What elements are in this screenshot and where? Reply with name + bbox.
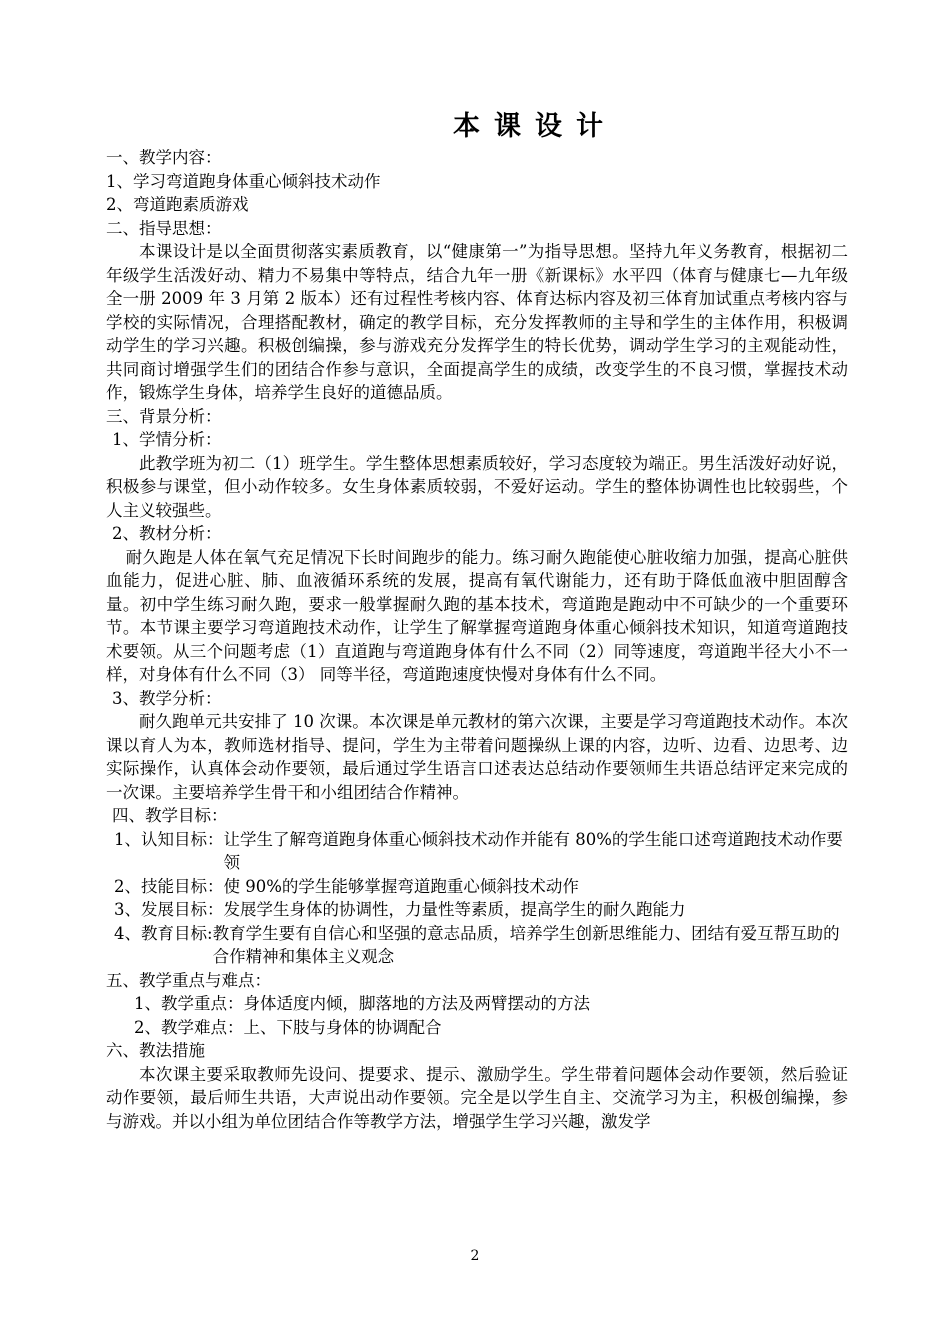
section-heading-key-points: 五、教学重点与难点： [106,970,271,990]
list-item: 1、学习弯道跑身体重心倾斜技术动作 [106,171,381,191]
document-body [106,146,848,1133]
section-heading-methods: 六、教法措施 [106,1041,205,1060]
section-heading-guiding-thought: 二、指导思想： [106,218,222,238]
paragraph-guiding-thought: 本课设计是以全面贯彻落实素质教育，以“健康第一”为指导思想。坚持九年义务教育，根据初二年级学生活泼好动、精力不易集中等特点，结合九年一册《新课标》水平四（体育与健康七—九年级 全一册 2009 年 3 月第 2 版本）还有过程性考核内容、体育达标内容及初三体育加试重点考核内容与学校的实际情况，合理搭配教材，确定的教学目标，充分发挥教师的主导和学生的主体作用，积极调动学生的学习兴趣。积极创编操，参与游戏充分发挥学生的特长优势，调动学生学习的主观能动性，共同商讨增强学生们的团结合作参与意识，全面提高学生的成绩，改变学生的不良习惯，掌握技术动作，锻炼学生身体，培养学生良好的道德品质。 [106,242,848,402]
section-heading-content: 一、教学内容： [106,148,222,167]
goal-text: 使 90%的学生能够掌握弯道跑重心倾斜技术动作 [223,876,579,896]
goal-label: 1、认知目标： [114,829,224,849]
goal-item [106,828,848,875]
goal-text: 发展学生身体的协调性，力量性等素质，提高学生的耐久跑能力 [223,900,686,919]
list-item: 2、教学难点：上、下肢与身体的协调配合 [134,1017,442,1037]
paragraph-teaching-analysis: 耐久跑单元共安排了 10 次课。本次课是单元教材的第六次课，主要是学习弯道跑技术动作。本次课以育人为本，教师选材指导、提问，学生为主带着问题操纵上课的内容，边听、边看、边思考、边实际操作，认真体会动作要领，最后通过学生语言口述表达总结动作要领师生共语总结评定来完成的一次课。主要培养学生骨干和小组团结合作精神。 [106,712,848,802]
paragraph-student-analysis: 此教学班为初二（1）班学生。学生整体思想素质较好，学习态度较为端正。男生活泼好动好说，积极参与课堂，但小动作较多。女生身体素质较弱，不爱好运动。学生的整体协调性也比较弱些，个人主义较强些。 [106,453,848,520]
goal-text: 让学生了解弯道跑身体重心倾斜技术动作并能有 80%的学生能口述弯道跑技术动作要领 [223,829,843,872]
goal-item [106,875,848,899]
goal-label: 3、发展目标： [114,900,224,919]
goal-item [106,922,848,969]
list-item: 2、弯道跑素质游戏 [106,195,249,214]
goal-item [106,898,848,922]
subheading-teaching-analysis: 3、教学分析： [112,688,222,708]
paragraph-material-analysis: 耐久跑是人体在氧气充足情况下长时间跑步的能力。练习耐久跑能使心脏收缩力加强，提高心脏供血能力，促进心脏、肺、血液循环系统的发展，提高有氧代谢能力，还有助于降低血液中胆固醇含量。初中学生练习耐久跑，要求一般掌握耐久跑的基本技术，弯道跑是跑动中不可缺少的一个重要环节。本节课主要学习弯道跑技术动作，让学生了解掌握弯道跑身体重心倾斜技术知识，知道弯道跑技术要领。从三个问题考虑（1）直道跑与弯道跑身体有什么不同（2）同等速度，弯道跑半径大小不一样，对身体有什么不同（3） 同等半径，弯道跑速度快慢对身体有什么不同。 [106,547,848,684]
subheading-material-analysis: 2、教材分析： [112,524,222,543]
subheading-student-analysis: 1、学情分析： [112,430,222,449]
goal-label: 2、技能目标： [114,876,224,896]
goal-text: 教育学生要有自信心和坚强的意志品质，培养学生创新思维能力、团结有爱互帮互助的合作精神和集体主义观念 [212,923,840,966]
goal-label: 4、教育目标: [114,923,213,943]
list-item: 1、教学重点：身体适度内倾，脚落地的方法及两臂摆动的方法 [134,994,590,1013]
paragraph-methods: 本次课主要采取教师先设问、提要求、提示、激励学生。学生带着问题体会动作要领，然后验证动作要领，最后师生共语，大声说出动作要领。完全是以学生自主、交流学习为主，积极创编操，参与游戏。并以小组为单位团结合作等教学方法，增强学生学习兴趣，激发学 [106,1064,848,1131]
page-title: 本课设计 [453,111,617,142]
page-number: 2 [470,1248,480,1264]
section-heading-goals: 四、教学目标： [112,806,228,825]
section-heading-background: 三、背景分析： [106,406,222,426]
